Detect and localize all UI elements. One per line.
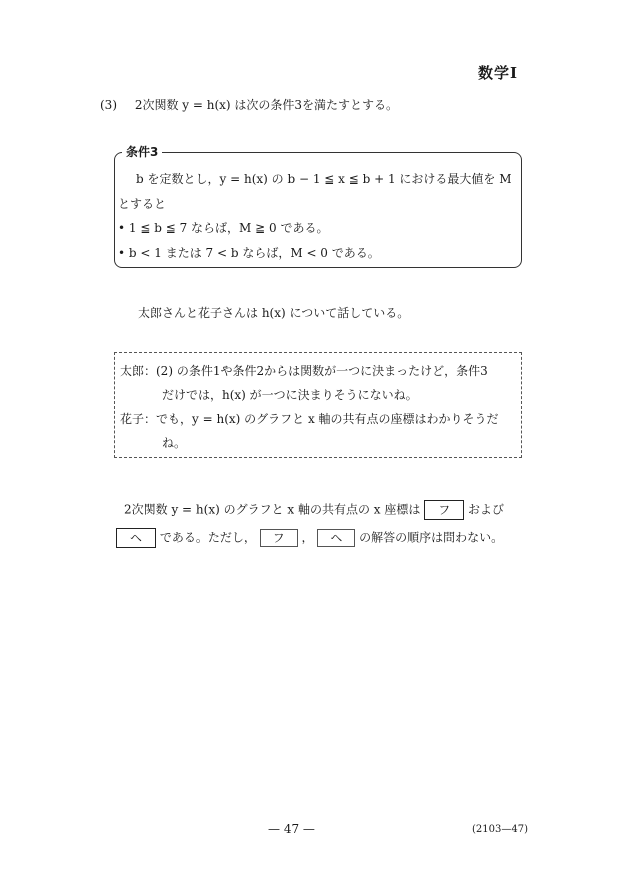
- answer-box-he[interactable]: ヘ: [116, 528, 156, 548]
- dialogue-line-2: だけでは，h(x) が一つに決まりそうにないね。: [162, 388, 418, 402]
- answer-text-1: 2次関数 y = h(x) のグラフと x 軸の共有点の x 座標は: [124, 502, 421, 517]
- separator: ，: [301, 530, 314, 545]
- condition-line-3: • 1 ≦ b ≦ 7 ならば，M ≧ 0 である。: [118, 221, 329, 235]
- subject-title: 数学Ⅰ: [478, 64, 519, 82]
- dialogue-line-3: 花子：でも，y = h(x) のグラフと x 軸の共有点の座標はわかりそうだ: [120, 412, 499, 426]
- conversation-intro: 太郎さんと花子さんは h(x) について話している。: [138, 306, 410, 320]
- answer-line-2: [116, 528, 503, 548]
- condition-line-1: b を定数とし，y = h(x) の b − 1 ≦ x ≦ b + 1 における最大値を M: [136, 172, 512, 186]
- question-line: [100, 96, 398, 113]
- answer-text-2: および: [468, 502, 505, 517]
- answer-box-fu[interactable]: フ: [424, 500, 464, 520]
- ref-box-he: ヘ: [317, 529, 355, 547]
- question-intro: 2次関数 y = h(x) は次の条件3を満たすとする。: [134, 98, 399, 112]
- dialogue-line-4: ね。: [162, 436, 187, 450]
- answer-text-3: である。ただし，: [159, 530, 256, 545]
- condition-line-4: • b < 1 または 7 < b ならば，M < 0 である。: [118, 246, 380, 260]
- ref-box-fu: フ: [260, 529, 298, 547]
- page-code: (2103—47): [472, 824, 528, 835]
- condition-title: 条件3: [122, 143, 162, 160]
- answer-line-1: [124, 500, 504, 520]
- answer-text-4: の解答の順序は問わない。: [359, 530, 504, 545]
- page-number: — 47 —: [268, 822, 315, 836]
- condition-line-2: とすると: [118, 197, 167, 211]
- dialogue-line-1: 太郎：(2) の条件1や条件2からは関数が一つに決まったけど，条件3: [120, 364, 488, 378]
- question-number: (3): [100, 98, 117, 112]
